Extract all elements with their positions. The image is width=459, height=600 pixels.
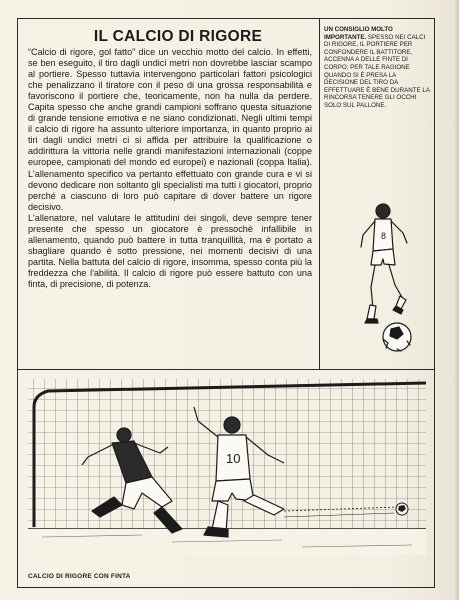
- article-title: IL CALCIO DI RIGORE: [93, 28, 263, 45]
- article-paragraph-1: “Calcio di rigore, gol fatto” dice un vecchio motto del calcio. In effetti, se ben eseguito, il tiro dagli undici metri non dovrebbe lasciar scampo al portiere. Spesso tuttavia intervengono particolari fattori psicologici che penalizzano il tiratore con il peso di una grossa responsabilità e favoriscono il portiere che, teoricamente, non ha nulla da perdere. Capita spesso che anche grandi campioni soffrano questa situazione di grande tensione emotiva e ne siano condizionati. Negli ultimi tempi il calcio di rigore ha assunto ulteriore importanza, in quanto proprio ai tiri dagli undici metri ci si affida per attribuire la qualificazione o addirittura la vittoria nelle grandi manifestazioni internazionali (coppe europee, campionati del mondo ed europei) e nazionali (coppa Italia). L'allenamento specifico va pertanto effettuato con grande cura e vi si devono dedicare non soltanto gli specialisti ma tutti i giocatori, proprio perché a ciascuno di loro può capitare di dover battere un rigore decisivo.: [28, 47, 312, 212]
- penalty-kick-illustration: [22, 377, 432, 555]
- main-jersey-number: 10: [226, 451, 241, 466]
- tip-box: [324, 26, 430, 110]
- illustration-caption: CALCIO DI RIGORE CON FINTA: [28, 573, 131, 580]
- player-running-illustration: [323, 169, 433, 365]
- side-jersey-number: 8: [381, 231, 387, 241]
- article-body: [28, 47, 312, 290]
- page-edge: [455, 0, 459, 600]
- page-frame: [17, 18, 435, 588]
- tip-title: UN CONSIGLIO MOLTO IMPORTANTE.: [324, 26, 393, 41]
- column-divider: [319, 19, 320, 370]
- ball-icon: [396, 503, 408, 515]
- article-paragraph-2: L'allenatore, nel valutare le attitudini dei singoli, deve sempre tener presente che spesso un giocatore è pressoché infallibile in allenamento, quando può battere in tutta tranquillità, ma è portato a sbagliare quando è sotto pressione, nei momenti decisivi di una partita. Nella battuta del calcio di rigore, insomma, spesso conta più la freddezza che l'abilità. Il calcio di rigore può essere battuto con una finta, di precisione, di potenza.: [28, 212, 312, 289]
- illustration-divider: [18, 369, 434, 370]
- tip-text: SPESSO NEI CALCI DI RIGORE, IL PORTIERE PER CONFONDERE IL BATTITORE, ACCENNA A DELLE FINTE DI CORPO; PER TALE RAGIONE QUANDO SI È PRESA LA DECISIONE DEL TIRO DA EFFETTUARE È BENE DURANTE LA RINCORSA TENERE GLI OCCHI SOLO SUL PALLONE.: [324, 33, 430, 109]
